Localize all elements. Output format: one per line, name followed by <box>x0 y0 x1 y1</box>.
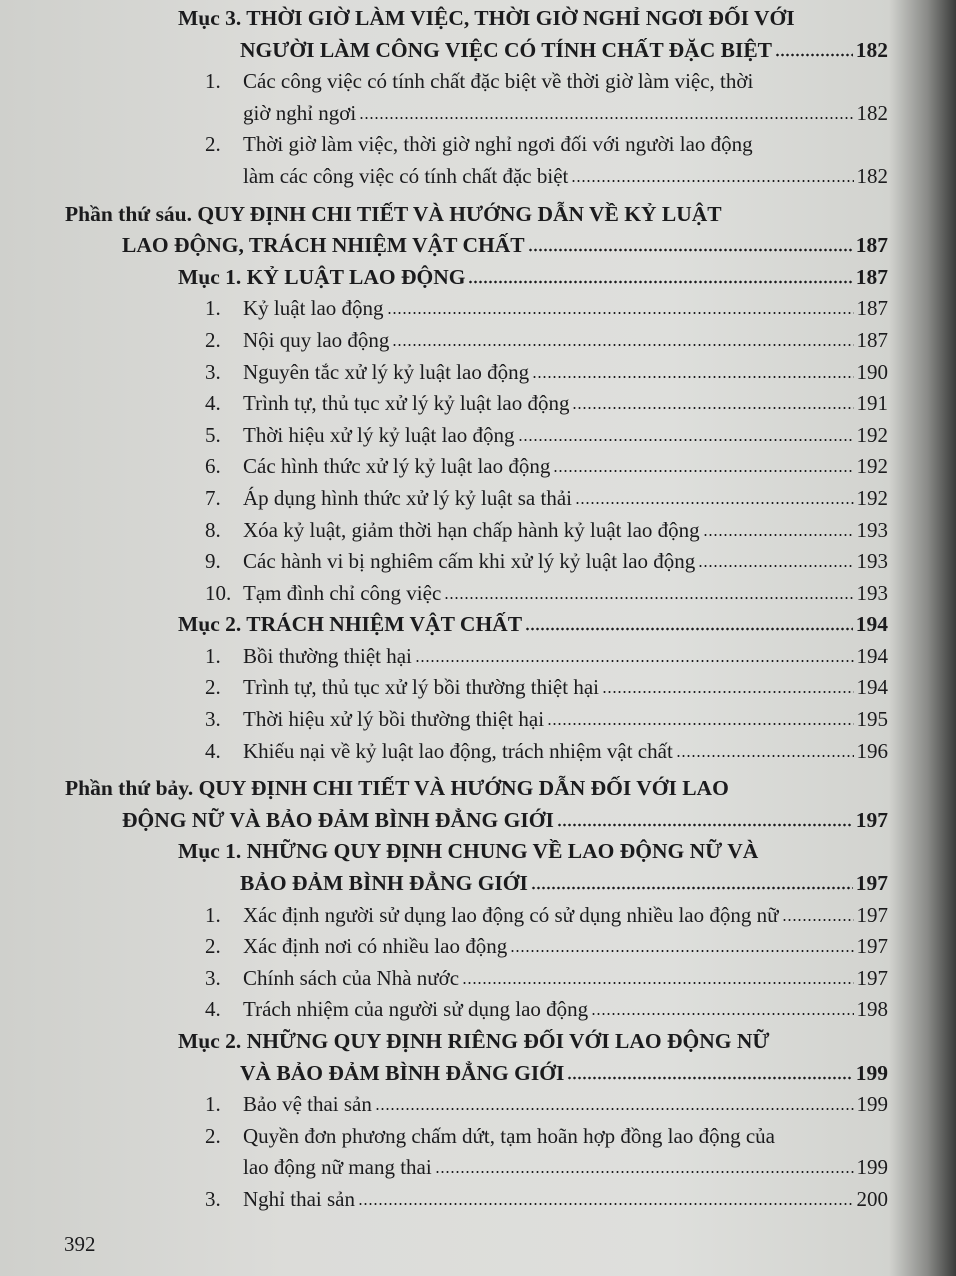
toc-line <box>0 454 888 486</box>
leader-dots <box>575 501 854 505</box>
entry-page: 190 <box>856 359 888 384</box>
toc-line <box>0 997 888 1029</box>
entry-page: 187 <box>855 233 888 258</box>
toc-line <box>0 69 888 101</box>
toc-line <box>0 1029 888 1061</box>
item-number: 4. <box>205 997 221 1022</box>
item-number: 9. <box>205 549 221 574</box>
toc-entry-section <box>0 839 888 902</box>
item-number: 2. <box>205 934 221 959</box>
toc-entry-item <box>0 966 888 998</box>
toc-entry-item <box>0 675 888 707</box>
entry-title: Chính sách của Nhà nước <box>243 965 460 990</box>
toc-line <box>0 549 888 581</box>
leader-dots <box>392 343 853 347</box>
entry-page: 194 <box>855 612 888 637</box>
toc-entry-item <box>0 454 888 486</box>
toc-entry-section <box>0 6 888 69</box>
item-number: 1. <box>205 69 221 94</box>
item-number: 1. <box>205 643 221 668</box>
entry-title: Mục 1. NHỮNG QUY ĐỊNH CHUNG VỀ LAO ĐỘNG NỮ VÀ <box>178 839 759 864</box>
leader-dots <box>571 179 853 183</box>
entry-page: 191 <box>856 391 888 416</box>
item-number: 1. <box>205 296 221 321</box>
toc-entry-item <box>0 1124 888 1187</box>
leader-dots <box>510 949 853 953</box>
item-number: 1. <box>205 1092 221 1117</box>
toc-line <box>0 296 888 328</box>
toc-entry-item <box>0 518 888 550</box>
toc-entry-item <box>0 486 888 518</box>
entry-page: 196 <box>856 738 888 763</box>
item-number: 2. <box>205 1123 221 1148</box>
toc-line <box>0 1187 888 1219</box>
entry-page: 187 <box>856 327 888 352</box>
table-of-contents <box>0 6 888 1219</box>
entry-page: 197 <box>856 934 888 959</box>
item-number: 3. <box>205 707 221 732</box>
entry-title: LAO ĐỘNG, TRÁCH NHIỆM VẬT CHẤT <box>122 233 525 258</box>
entry-title: Mục 2. NHỮNG QUY ĐỊNH RIÊNG ĐỐI VỚI LAO ĐỘNG NỮ <box>178 1029 770 1053</box>
entry-page: 198 <box>856 997 888 1022</box>
entry-page: 187 <box>855 264 888 289</box>
toc-line <box>0 265 888 297</box>
leader-dots <box>435 1170 854 1174</box>
item-number: 7. <box>205 485 221 510</box>
toc-line <box>0 38 888 70</box>
item-number: 10. <box>205 580 232 605</box>
entry-title: VÀ BẢO ĐẢM BÌNH ĐẲNG GIỚI <box>240 1060 565 1085</box>
entry-page: 193 <box>856 549 888 574</box>
entry-title: Áp dụng hình thức xử lý kỷ luật sa thải <box>243 485 572 510</box>
entry-title: Kỷ luật lao động <box>243 296 384 321</box>
entry-title: Trình tự, thủ tục xử lý bồi thường thiệt hại <box>243 675 599 700</box>
toc-line <box>0 871 888 903</box>
entry-title: Phần thứ sáu. QUY ĐỊNH CHI TIẾT VÀ HƯỚNG DẪN VỀ KỶ LUẬT <box>65 201 722 226</box>
entry-title: giờ nghỉ ngơi <box>243 100 357 125</box>
toc-entry-item <box>0 549 888 581</box>
entry-title: Các hình thức xử lý kỷ luật lao động <box>243 454 551 479</box>
toc-line <box>0 581 888 613</box>
toc-entry-item <box>0 1092 888 1124</box>
entry-title: Khiếu nại về kỷ luật lao động, trách nhiệm vật chất <box>243 738 673 763</box>
entry-title: Xác định người sử dụng lao động có sử dụng nhiều lao động nữ <box>243 902 779 927</box>
entry-page: 194 <box>856 643 888 668</box>
leader-dots <box>572 406 853 410</box>
toc-line <box>0 1155 888 1187</box>
toc-line <box>0 707 888 739</box>
toc-line <box>0 202 888 234</box>
toc-line <box>0 1124 888 1156</box>
entry-page: 200 <box>856 1186 888 1211</box>
entry-title: Mục 3. THỜI GIỜ LÀM VIỆC, THỜI GIỜ NGHỈ NGƠI ĐỐI VỚI <box>178 6 795 30</box>
toc-line <box>0 934 888 966</box>
toc-line <box>0 644 888 676</box>
entry-title: Phần thứ bảy. QUY ĐỊNH CHI TIẾT VÀ HƯỚNG DẪN ĐỐI VỚI LAO <box>65 776 729 801</box>
entry-title: Các hành vi bị nghiêm cấm khi xử lý kỷ luật lao động <box>243 549 696 574</box>
toc-line <box>0 518 888 550</box>
toc-entry-item <box>0 581 888 613</box>
entry-title: Thời hiệu xử lý bồi thường thiệt hại <box>243 707 545 732</box>
toc-line <box>0 391 888 423</box>
item-number: 5. <box>205 422 221 447</box>
leader-dots <box>528 248 853 252</box>
toc-entry-section <box>0 1029 888 1092</box>
entry-title: Nghỉ thai sản <box>243 1186 355 1211</box>
entry-title: Trách nhiệm của người sử dụng lao động <box>243 997 589 1022</box>
leader-dots <box>462 981 853 985</box>
leader-dots <box>358 1202 854 1206</box>
toc-entry-item <box>0 360 888 392</box>
toc-line <box>0 1092 888 1124</box>
item-number: 3. <box>205 965 221 990</box>
toc-line <box>0 164 888 196</box>
toc-line <box>0 612 888 644</box>
toc-line <box>0 675 888 707</box>
entry-title: Xác định nơi có nhiều lao động <box>243 934 508 959</box>
leader-dots <box>775 53 853 57</box>
toc-entry-item <box>0 296 888 328</box>
leader-dots <box>359 116 853 120</box>
toc-line <box>0 739 888 771</box>
entry-title: Các công việc có tính chất đặc biệt về thời giờ làm việc, thời <box>243 69 754 94</box>
entry-title: Mục 1. KỶ LUẬT LAO ĐỘNG <box>178 264 466 289</box>
entry-title: Tạm đình chỉ công việc <box>243 580 442 605</box>
toc-line <box>0 1061 888 1093</box>
item-number: 3. <box>205 1186 221 1211</box>
entry-title: Thời hiệu xử lý kỷ luật lao động <box>243 422 515 447</box>
entry-page: 192 <box>856 422 888 447</box>
toc-entry-section <box>0 612 888 644</box>
leader-dots <box>676 754 854 758</box>
entry-title: Xóa kỷ luật, giảm thời hạn chấp hành kỷ luật lao động <box>243 517 700 542</box>
entry-page: 192 <box>856 454 888 479</box>
leader-dots <box>518 438 854 442</box>
toc-entry-item <box>0 328 888 360</box>
leader-dots <box>703 533 854 537</box>
leader-dots <box>444 596 853 600</box>
entry-title: làm các công việc có tính chất đặc biệt <box>243 163 569 188</box>
item-number: 1. <box>205 902 221 927</box>
item-number: 2. <box>205 132 221 157</box>
toc-line <box>0 903 888 935</box>
toc-entry-item <box>0 423 888 455</box>
leader-dots <box>375 1107 854 1111</box>
leader-dots <box>602 690 854 694</box>
toc-line <box>0 360 888 392</box>
entry-title: Trình tự, thủ tục xử lý kỷ luật lao động <box>243 391 570 416</box>
leader-dots <box>415 659 854 663</box>
entry-title: lao động nữ mang thai <box>243 1155 432 1180</box>
entry-page: 197 <box>855 871 888 896</box>
entry-page: 182 <box>856 100 888 125</box>
entry-title: Thời giờ làm việc, thời giờ nghỉ ngơi đối với người lao động <box>243 132 753 157</box>
entry-page: 193 <box>856 517 888 542</box>
toc-line <box>0 808 888 840</box>
entry-title: Nguyên tắc xử lý kỷ luật lao động <box>243 359 530 384</box>
toc-entry-item <box>0 132 888 195</box>
item-number: 3. <box>205 359 221 384</box>
toc-entry-item <box>0 644 888 676</box>
entry-page: 199 <box>856 1092 888 1117</box>
toc-entry-item <box>0 997 888 1029</box>
item-number: 2. <box>205 675 221 700</box>
toc-line <box>0 101 888 133</box>
entry-title: Quyền đơn phương chấm dứt, tạm hoãn hợp đồng lao động của <box>243 1123 775 1148</box>
toc-entry-part <box>0 776 888 839</box>
leader-dots <box>387 311 854 315</box>
entry-page: 197 <box>855 807 888 832</box>
toc-line <box>0 966 888 998</box>
toc-entry-part <box>0 202 888 265</box>
leader-dots <box>525 627 853 631</box>
entry-page: 199 <box>855 1060 888 1085</box>
entry-page: 199 <box>856 1155 888 1180</box>
toc-line <box>0 839 888 871</box>
entry-page: 193 <box>856 580 888 605</box>
toc-entry-item <box>0 707 888 739</box>
item-number: 4. <box>205 391 221 416</box>
leader-dots <box>698 564 853 568</box>
leader-dots <box>557 823 853 827</box>
leader-dots <box>532 375 853 379</box>
item-number: 2. <box>205 327 221 352</box>
toc-entry-item <box>0 934 888 966</box>
toc-entry-item <box>0 391 888 423</box>
toc-line <box>0 423 888 455</box>
entry-title: Bảo vệ thai sản <box>243 1092 372 1117</box>
leader-dots <box>782 918 854 922</box>
leader-dots <box>547 722 853 726</box>
leader-dots <box>531 886 853 890</box>
leader-dots <box>553 469 853 473</box>
leader-dots <box>591 1012 853 1016</box>
item-number: 8. <box>205 517 221 542</box>
toc-entry-item <box>0 739 888 771</box>
entry-page: 192 <box>856 485 888 510</box>
entry-page: 187 <box>856 296 888 321</box>
item-number: 6. <box>205 454 221 479</box>
entry-title: NGƯỜI LÀM CÔNG VIỆC CÓ TÍNH CHẤT ĐẶC BIỆT <box>240 37 772 62</box>
toc-line <box>0 6 888 38</box>
toc-entry-item <box>0 903 888 935</box>
toc-line <box>0 132 888 164</box>
entry-page: 194 <box>856 675 888 700</box>
page-number: 392 <box>64 1232 96 1256</box>
leader-dots <box>567 1076 852 1080</box>
entry-page: 195 <box>856 707 888 732</box>
entry-page: 182 <box>856 163 888 188</box>
entry-title: BẢO ĐẢM BÌNH ĐẲNG GIỚI <box>240 871 528 896</box>
entry-title: Nội quy lao động <box>243 327 390 352</box>
toc-entry-section <box>0 265 888 297</box>
toc-line <box>0 233 888 265</box>
entry-title: Mục 2. TRÁCH NHIỆM VẬT CHẤT <box>178 612 523 637</box>
item-number: 4. <box>205 738 221 763</box>
toc-entry-item <box>0 69 888 132</box>
toc-line <box>0 486 888 518</box>
entry-title: Bồi thường thiệt hại <box>243 643 412 668</box>
toc-line <box>0 328 888 360</box>
entry-page: 182 <box>855 37 888 62</box>
toc-line <box>0 776 888 808</box>
entry-title: ĐỘNG NỮ VÀ BẢO ĐẢM BÌNH ĐẲNG GIỚI <box>122 807 554 832</box>
leader-dots <box>468 280 852 284</box>
entry-page: 197 <box>856 902 888 927</box>
toc-entry-item <box>0 1187 888 1219</box>
entry-page: 197 <box>856 965 888 990</box>
